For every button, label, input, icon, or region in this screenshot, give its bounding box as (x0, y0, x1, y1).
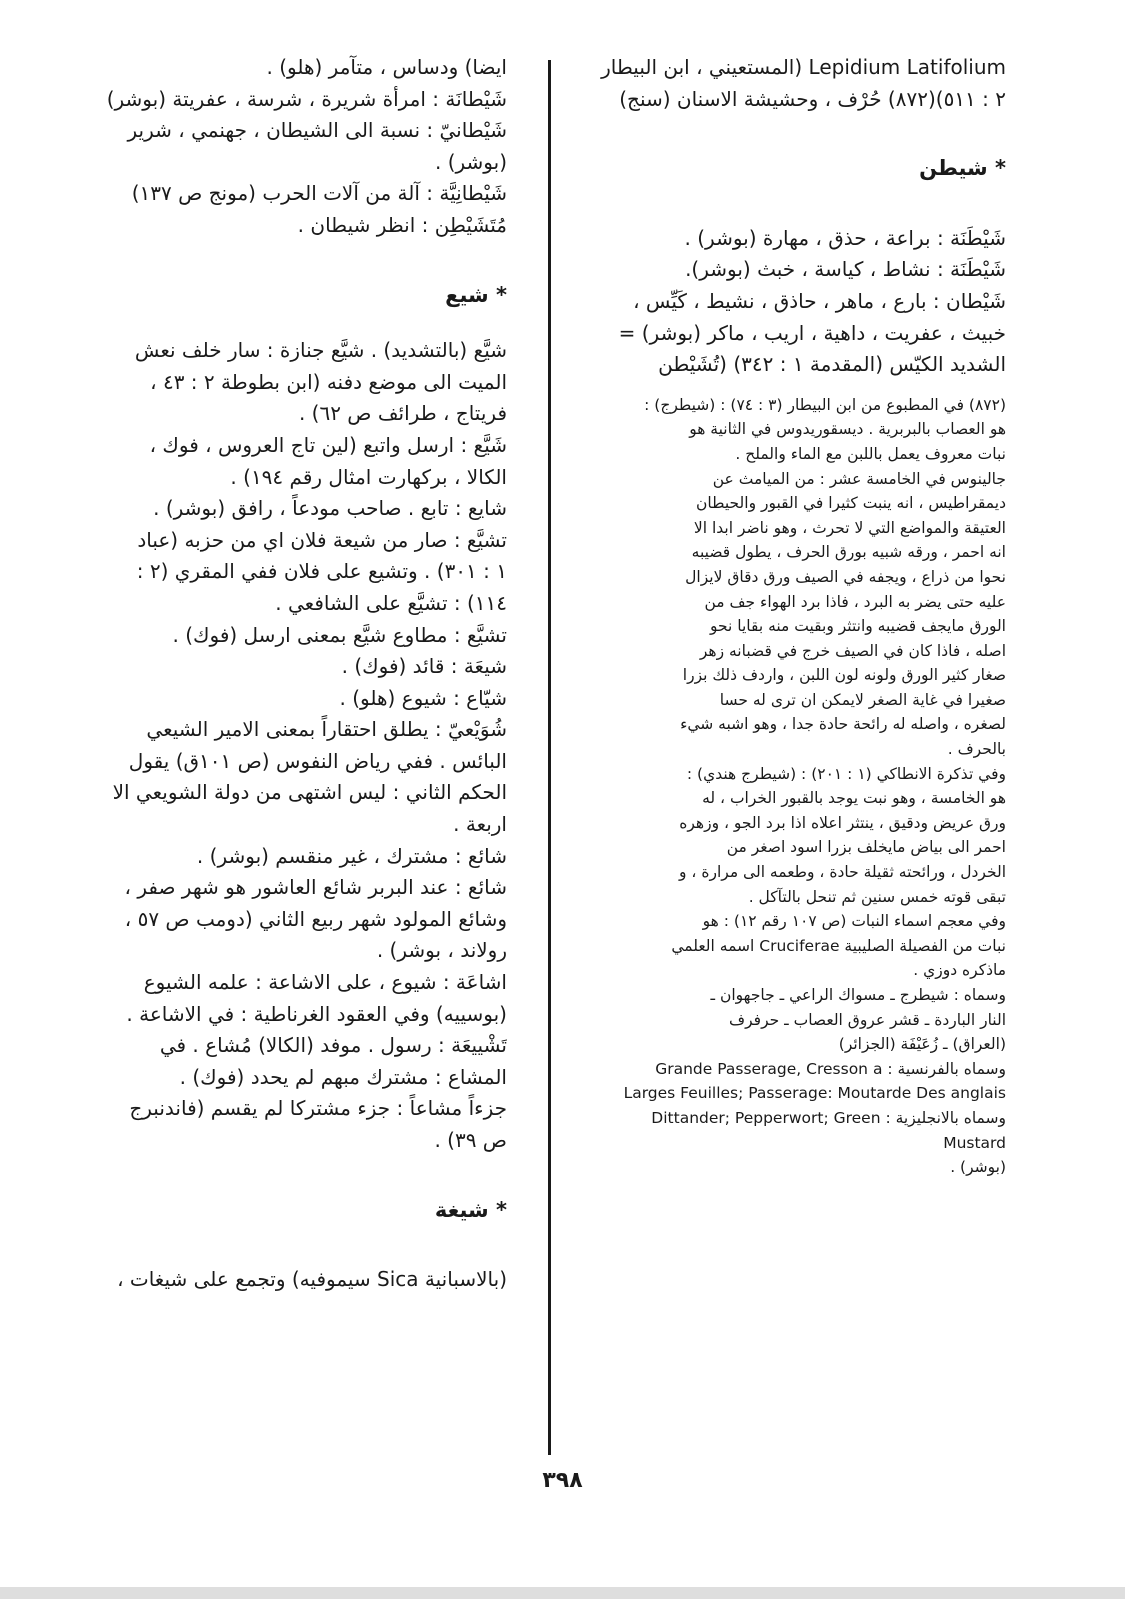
entry-line: شَيْطَنَة : براعة ، حذق ، مهارة (بوشر) . (684, 225, 1006, 250)
right-column (574, 52, 1006, 1180)
entry-line: شَيْطان : بارع ، ماهر ، حاذق ، نشيط ، كَيِّس ، (633, 288, 1006, 313)
footnote-872 (574, 393, 1006, 1180)
entry-line: الشديد الكيّس (المقدمة ١ : ٣٤٢) (تُشَيْطن (658, 352, 1006, 377)
footnote-line: نبات معروف يعمل باللبن مع الماء والملح . (735, 444, 1006, 463)
entry-line: شَيَّع : ارسل واتبع (لين تاج العروس ، فوك ، (149, 432, 507, 457)
footnote-line: نبات من الفصيلة الصليبية Cruciferae اسمه العلمي (671, 936, 1006, 955)
page-number: ٣٩٨ (542, 1468, 583, 1493)
footnote-line: هو العصاب بالبربرية . ديسقوريدوس في الثانية هو (689, 420, 1006, 439)
entry-line: ص ٣٩) . (434, 1128, 507, 1152)
left-column (55, 52, 507, 1296)
footnote-line: اصله ، فاذا كان في الصيف خرج في قضبانه زهر (699, 641, 1006, 660)
right-top-line: ٢ : ٥١١)(٨٧٢) حُرْف ، وحشيشة الاسنان (سنج) (619, 86, 1006, 111)
entry-line: شَيْطانَة : امرأة شريرة ، شرسة ، عفريتة (بوشر) (106, 86, 507, 111)
entry-line: (بوشر) . (434, 149, 507, 174)
footnote-line: (٨٧٢) في المطبوع من ابن البيطار (٣ : ٧٤) : (شيطرج) : (644, 395, 1006, 414)
footnote-line: الخردل ، ورائحته ثقيلة حادة ، وطعمه الى مرارة ، و (679, 863, 1006, 882)
footnote-line: ديمقراطيس ، انه ينبت كثيرا في القبور والحيطان (696, 494, 1006, 513)
entry-line: شُوَيْعيّ : يطلق احتقاراً بمعنى الامير الشيعي (146, 717, 507, 742)
section-heading-shygha: * شيغة (434, 1197, 507, 1222)
section-heading-shy3: * شيع (445, 282, 507, 307)
footnote-line: بالحرف . (947, 740, 1006, 759)
footnote-line: وسماه بالانجليزية : Dittander; Pepperwort; Green (651, 1108, 1006, 1127)
entry-line: خبيث ، عفريت ، داهية ، اريب ، ماكر (بوشر) = (618, 320, 1006, 345)
column-divider (548, 60, 551, 1455)
footnote-line: العتيقة والمواضع التي لا تحرث ، وهو ناضر ابدا الا (693, 518, 1006, 537)
footnote-line: جالينوس في الخامسة عشر : من الميامث عن (712, 469, 1006, 488)
entry-line: شيَّع (بالتشديد) . شيَّع جنازة : سار خلف نعش (134, 338, 507, 363)
entry-line: المشاع : مشترك مبهم لم يحدد (فوك) . (179, 1064, 507, 1089)
footnote-line: Larges Feuilles; Passerage: Moutarde Des anglais (623, 1084, 1006, 1103)
entry-line: اشاعَة : شيوع ، على الاشاعة : علمه الشيوع (143, 970, 507, 995)
footnote-line: انه احمر ، ورقه شبيه بورق الحرف ، يطول قضيبه (691, 543, 1006, 562)
entry-line: ١١٤) : تشيَّع على الشافعي . (275, 590, 507, 615)
footnote-line: صغيرا في غاية الصغر لايمكن ان ترى له حسا (719, 690, 1006, 709)
entry-line: شيّاع : شيوع (هلو) . (339, 685, 507, 710)
entry-line: شيعَة : قائد (فوك) . (341, 654, 507, 679)
entry-line: الميت الى موضع دفنه (ابن بطوطة ٢ : ٤٣ ، (150, 369, 507, 394)
entry-line: (بالاسبانية Sica سيموفيه) وتجمع على شيغات ، (117, 1267, 507, 1292)
footnote-line: وفي تذكرة الانطاكي (١ : ٢٠١) : (شيطرج هندي) : (686, 764, 1006, 783)
entry-line: شَيْطانيّ : نسبة الى الشيطان ، جهنمي ، شرير (127, 118, 507, 143)
entry-line: (بوسييه) وفي العقود الغرناطية : في الاشاعة . (126, 1001, 507, 1026)
entry-line: ايضا) ودساس ، متآمر (هلو) . (266, 55, 507, 79)
entry-line: شايع : تابع . صاحب مودعاً ، رافق (بوشر) . (153, 496, 507, 521)
scan-edge (0, 1587, 1125, 1599)
section-heading-shytn: * شيطن (919, 156, 1006, 181)
entry-line: تشيَّع : مطاوع شيَّع بمعنى ارسل (فوك) . (172, 622, 507, 647)
entry-line: شَيْطَنَة : نشاط ، كياسة ، خبث (بوشر). (685, 257, 1006, 282)
entry-line: الحكم الثاني : ليس اشتهى من دولة الشويعي الا (112, 780, 507, 805)
entry-line: الكالا ، بركهارت امثال رقم ١٩٤) . (230, 464, 507, 489)
entry-line: مُتَشَيْطِن : انظر شيطان . (297, 212, 507, 237)
footnote-line: الورق مايجف قضيبه وانتثر وبقيت منه بقايا نحو (709, 617, 1006, 636)
footnote-line: وفي معجم اسماء النبات (ص ١٠٧ رقم ١٢) : هو (702, 912, 1006, 931)
footnote-line: Mustard (943, 1133, 1006, 1152)
entry-line: وشائع المولود شهر ربيع الثاني (دومب ص ٥٧ ، (124, 906, 507, 931)
footnote-line: احمر الى بياض مايخلف بزرا اسود اصغر من (726, 838, 1006, 857)
footnote-line: صغار كثير الورق ولونه لون اللبن ، واردف ذلك بزرا (682, 666, 1006, 685)
entry-line: البائس . ففي رياض النفوس (ص ١٠١ق) يقول (128, 748, 507, 773)
entry-line: اربعة . (453, 812, 507, 837)
right-top-line: Lepidium Latifolium (المستعيني ، ابن البيطار (601, 55, 1006, 79)
entry-line: تَشْييعَة : رسول . موفد (الكالا) مُشاع . في (159, 1033, 507, 1058)
footnote-line: لصغره ، واصله له رائحة حادة جدا ، وهو اشبه شيء (680, 715, 1006, 734)
footnote-line: ورق عريض ودقيق ، ينتثر اعلاه اذا برد الجو ، وزهره (679, 813, 1006, 832)
footnote-line: ماذكره دوزي . (913, 961, 1006, 980)
entry-line: جزءاً مشاعاً : جزء مشتركا لم يقسم (فاندنبرج (129, 1096, 507, 1121)
footnote-line: (بوشر) . (950, 1158, 1006, 1177)
entry-line: شَيْطانِيَّة : آلة من آلات الحرب (مونج ص ١٣٧) (131, 181, 507, 206)
footnote-line: وسماه : شيطرج ـ مسواك الراعي ـ جاجهوان ـ (710, 986, 1006, 1004)
footnote-line: تبقى قوته خمس سنين ثم تنحل بالتآكل . (748, 887, 1006, 906)
entry-line: شائع : عند البربر شائع العاشور هو شهر صفر ، (124, 875, 507, 900)
entry-line: تشيَّع : صار من شيعة فلان اي من حزبه (عباد (137, 527, 507, 552)
footnote-line: نحوا من ذراع ، ويجفه في الصيف ورق دقاق لايزال (685, 567, 1006, 586)
entry-line: شائع : مشترك ، غير منقسم (بوشر) . (196, 843, 507, 868)
entry-line: رولاند ، بوشر) . (376, 938, 507, 963)
footnote-line: وسماه بالفرنسية : Grande Passerage, Cresson a (655, 1059, 1006, 1078)
footnote-line: هو الخامسة ، وهو نبت يوجد بالقبور الخراب ، له (702, 789, 1006, 808)
footnote-line: النار الباردة ـ قشر عروق العصاب ـ حرفرف (729, 1010, 1006, 1029)
entry-line: فريتاج ، طرائف ص ٦٢) . (298, 401, 507, 426)
footnote-line: (العراق) ـ زُعَيْفَة (الجزائر) (838, 1035, 1006, 1054)
entry-line: ١ : ٣٠١) . وتشيع على فلان ففي المقري (٢ : (136, 559, 507, 584)
footnote-line: عليه حتى يضر به البرد ، فاذا برد الهواء جف من (704, 592, 1006, 611)
